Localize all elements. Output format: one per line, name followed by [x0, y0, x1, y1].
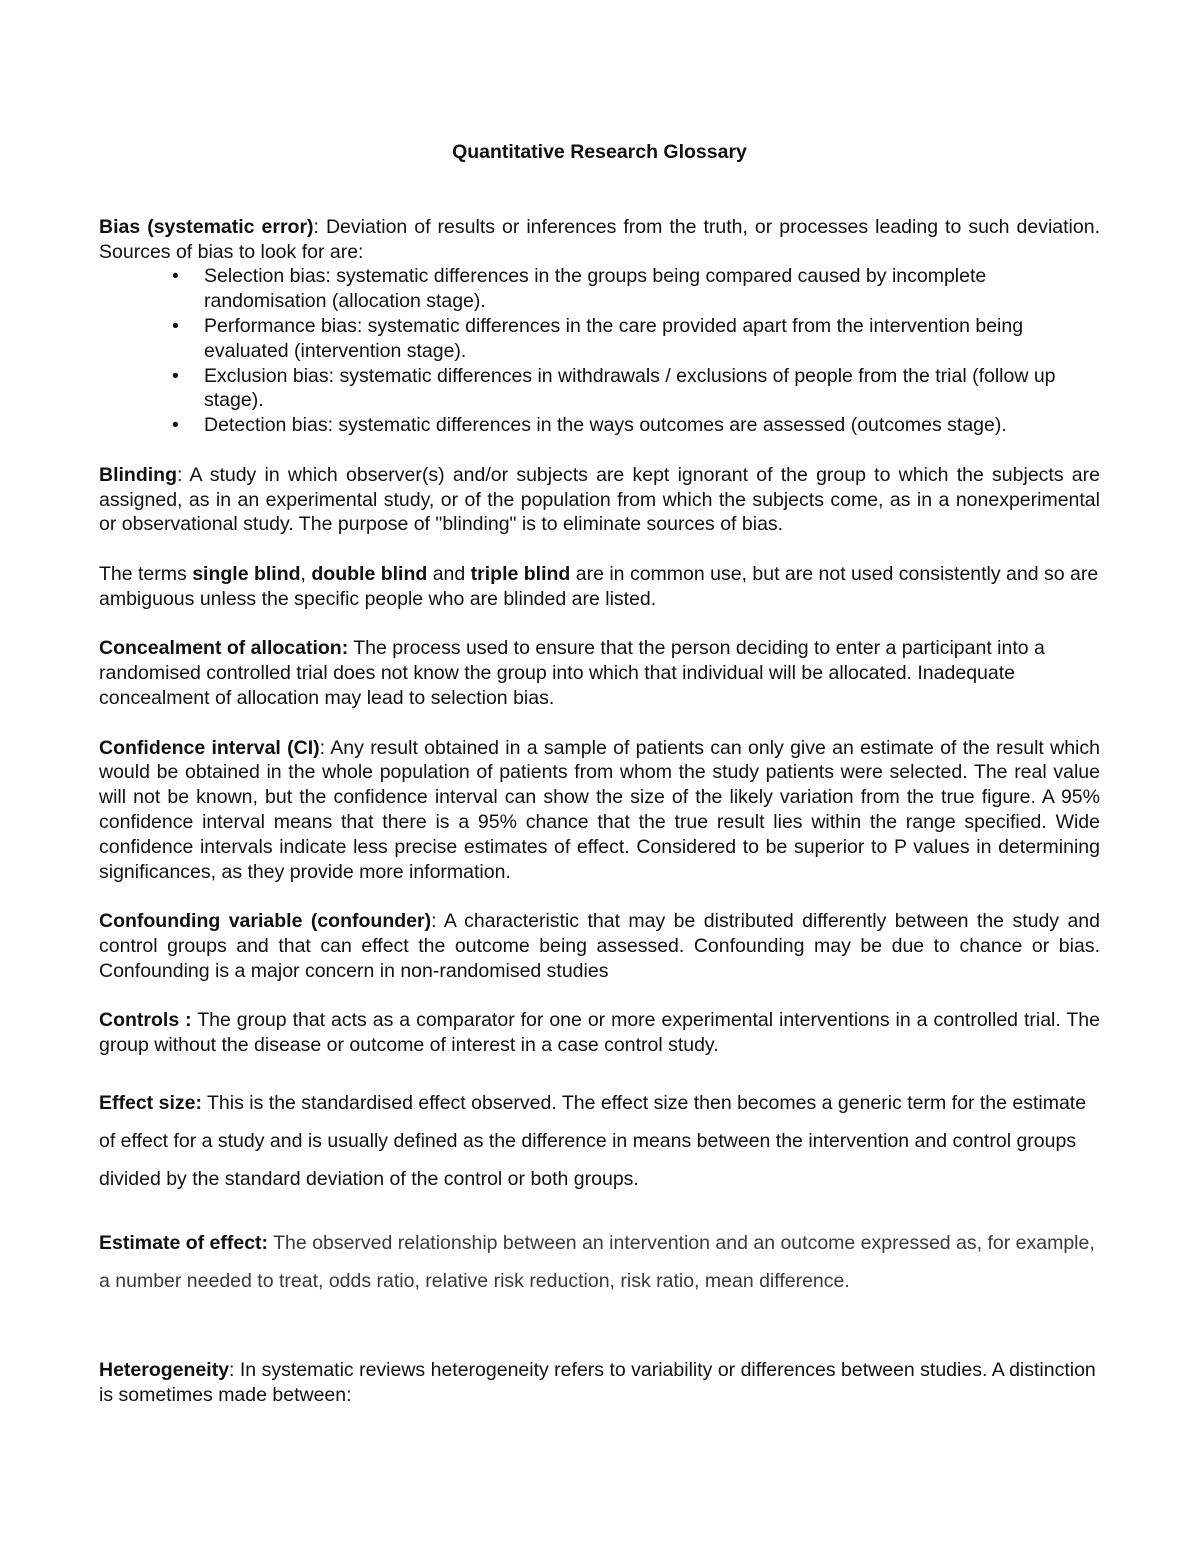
- controls-term: Controls :: [99, 1009, 192, 1032]
- controls-entry: [99, 1008, 1100, 1058]
- concealment-term: Concealment of allocation:: [99, 637, 349, 660]
- confidence-interval-definition: : Any result obtained in a sample of patients can only give an estimate of the result which would be obtained in the whole population of patients from whom the study patients were selected. The real value will not be known, but the confidence interval can show the size of the likely variation from the true figure. A 95% confidence interval means that there is a 95% chance that the true result lies within the range specified. Wide confidence intervals indicate less precise estimates of effect. Considered to be superior to P values in determining significances, as they provide more information.: [99, 736, 1100, 883]
- list-item: • Detection bias: systematic differences in the ways outcomes are assessed (outcomes stage).: [172, 414, 1007, 437]
- bullet-icon: •: [172, 265, 179, 288]
- confounding-entry: [99, 909, 1100, 983]
- confidence-interval-entry: [99, 736, 1100, 885]
- blinding-terms-note: The terms single blind, double blind and triple blind are in common use, but are not used consistently and so are ambiguous unless the specific people who are blinded are listed.: [99, 562, 1099, 610]
- list-item: • Exclusion bias: systematic differences in withdrawals / exclusions of people from the trial (follow up stage).: [172, 364, 1056, 412]
- confounding-definition: : A characteristic that may be distributed differently between the study and control groups and that can effect the outcome being assessed. Confounding may be due to chance or bias. Confounding is a major concern in non-randomised studies: [99, 910, 1100, 982]
- triple-blind-term: triple blind: [470, 562, 571, 585]
- single-blind-term: single blind: [192, 562, 301, 585]
- heterogeneity-entry: [99, 1358, 1100, 1408]
- list-item: • Performance bias: systematic differences in the care provided apart from the intervention being evaluated (intervention stage).: [172, 314, 1024, 362]
- concealment-entry: [99, 636, 1100, 710]
- page-title: Quantitative Research Glossary: [452, 141, 747, 163]
- confidence-interval-term: Confidence interval (CI): [99, 736, 320, 759]
- bullet-icon: •: [172, 364, 179, 387]
- estimate-of-effect-definition: The observed relationship between an intervention and an outcome expressed as, for example, a number needed to treat, odds ratio, relative risk reduction, risk ratio, mean difference.: [99, 1231, 1095, 1292]
- estimate-of-effect-entry: [99, 1224, 1100, 1300]
- blinding-entry: [99, 463, 1100, 537]
- list-item: • Selection bias: systematic differences in the groups being compared caused by incomplete randomisation (allocation stage).: [172, 265, 987, 313]
- effect-size-entry: [99, 1084, 1100, 1198]
- bullet-icon: •: [172, 414, 179, 437]
- bias-entry: [99, 215, 1100, 265]
- heterogeneity-definition: : In systematic reviews heterogeneity refers to variability or differences between studies. A distinction is sometimes made between:: [99, 1358, 1096, 1406]
- heterogeneity-term: Heterogeneity: [99, 1358, 230, 1381]
- blinding-definition: : A study in which observer(s) and/or subjects are kept ignorant of the group to which the subjects are assigned, as in an experimental study, or of the population from which the subjects come, as in a nonexperimental or observational study. The purpose of "blinding" is to eliminate sources of bias.: [99, 463, 1100, 536]
- confounding-term: Confounding variable (confounder): [99, 910, 432, 933]
- bias-term: Bias (systematic error): [99, 215, 314, 238]
- blinding-term: Blinding: [99, 463, 177, 486]
- bias-list: [99, 264, 1100, 438]
- controls-definition: The group that acts as a comparator for one or more experimental interventions in a controlled trial. The group without the disease or outcome of interest in a case control study.: [99, 1009, 1100, 1057]
- double-blind-term: double blind: [311, 562, 428, 585]
- estimate-of-effect-term: Estimate of effect:: [99, 1231, 269, 1254]
- effect-size-term: Effect size:: [99, 1091, 202, 1114]
- concealment-definition: The process used to ensure that the person deciding to enter a participant into a randomised controlled trial does not know the group into which that individual will be allocated. Inadequate concealment of allocation may lead to selection bias.: [99, 637, 1045, 709]
- document-page: [99, 140, 1100, 1407]
- bullet-icon: •: [172, 314, 179, 337]
- bias-definition: : Deviation of results or inferences from the truth, or processes leading to such deviation. Sources of bias to look for are:: [99, 215, 1100, 263]
- effect-size-definition: This is the standardised effect observed. The effect size then becomes a generic term for the estimate of effect for a study and is usually defined as the difference in means between the intervention and control groups divided by the standard deviation of the control or both groups.: [99, 1091, 1087, 1190]
